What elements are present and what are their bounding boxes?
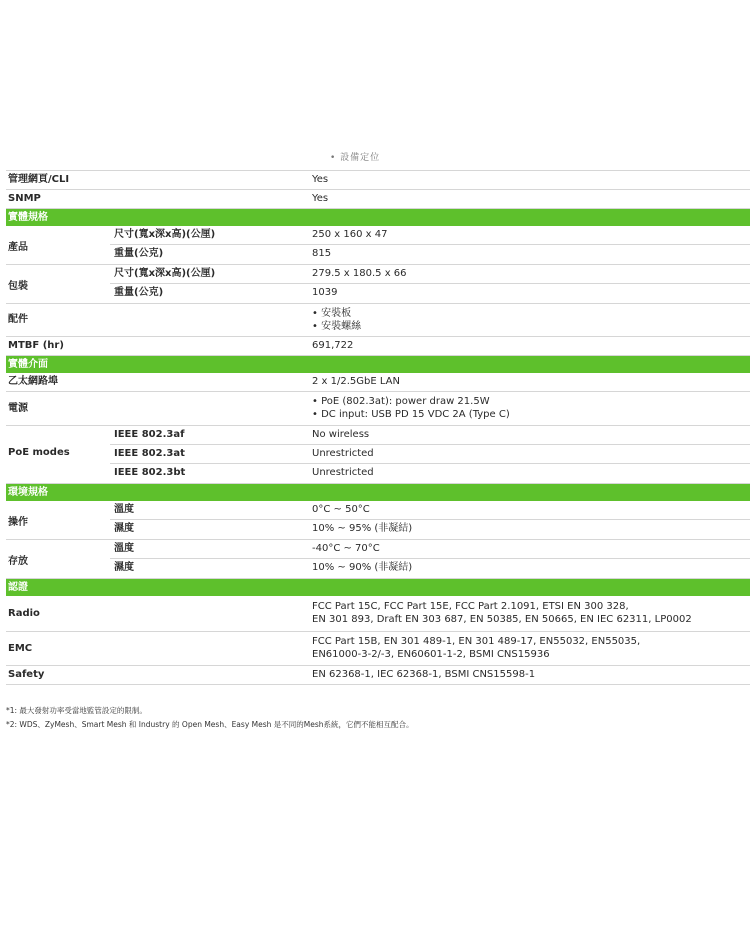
power-item: • PoE (802.3at): power draw 21.5W	[312, 396, 490, 407]
row-ethernet	[6, 373, 750, 392]
section-hardware: 實體規格	[6, 209, 750, 226]
operating-humidity-label: 濕度	[114, 523, 134, 534]
label-power: 電源	[8, 403, 28, 414]
label-storage: 存放	[8, 556, 28, 567]
product-weight-value: 815	[312, 248, 332, 259]
operating-humidity-row	[110, 520, 750, 538]
radio-line: FCC Part 15C, FCC Part 15E, FCC Part 2.1091, ETSI EN 300 328,	[312, 601, 629, 612]
product-weight-label: 重量(公克)	[114, 248, 164, 259]
poe-mode-std: IEEE 802.3bt	[114, 467, 186, 478]
poe-mode-std: IEEE 802.3af	[114, 429, 185, 440]
emc-line: FCC Part 15B, EN 301 489-1, EN 301 489-17, EN55032, EN55035,	[312, 636, 641, 647]
poe-mode-row	[110, 464, 750, 482]
row-emc	[6, 632, 750, 666]
poe-mode-std: IEEE 802.3at	[114, 448, 185, 459]
package-dim-label: 尺寸(寬x深x高)(公厘)	[114, 268, 216, 279]
row-mgmt	[6, 170, 750, 190]
label-product: 產品	[8, 242, 28, 253]
emc-line: EN61000-3-2/-3, EN60601-1-2, BSMI CNS15936	[312, 649, 550, 660]
label-radio: Radio	[8, 608, 40, 619]
group-product	[6, 226, 750, 265]
storage-humidity-label: 濕度	[114, 562, 134, 573]
label-mtbf: MTBF (hr)	[8, 340, 64, 351]
value-power	[312, 395, 510, 421]
group-poe	[6, 426, 750, 484]
storage-temp-row	[110, 540, 750, 559]
product-dim-value: 250 x 160 x 47	[312, 229, 388, 240]
poe-mode-value: Unrestricted	[312, 448, 374, 459]
section-cert: 認證	[6, 579, 750, 596]
storage-humidity-value: 10% ~ 90% (非凝結)	[312, 562, 413, 573]
group-operating	[6, 501, 750, 540]
section-interface: 實體介面	[6, 356, 750, 373]
poe-mode-value: No wireless	[312, 429, 370, 440]
row-accessories	[6, 304, 750, 337]
label-package: 包裝	[8, 281, 28, 292]
storage-humidity-row	[110, 559, 750, 577]
package-weight-label: 重量(公克)	[114, 287, 164, 298]
operating-humidity-value: 10% ~ 95% (非凝結)	[312, 523, 413, 534]
value-safety: EN 62368-1, IEC 62368-1, BSMI CNS15598-1	[312, 669, 536, 680]
label-poe: PoE modes	[8, 447, 70, 458]
radio-line: EN 301 893, Draft EN 303 687, EN 50385, EN 50665, EN IEC 62311, LP0002	[312, 614, 692, 625]
row-safety	[6, 666, 750, 685]
storage-temp-label: 溫度	[114, 543, 134, 554]
product-dim-row	[110, 226, 750, 245]
value-mtbf: 691,722	[312, 340, 354, 351]
package-weight-value: 1039	[312, 287, 338, 298]
row-mtbf	[6, 337, 750, 356]
power-item: • DC input: USB PD 15 VDC 2A (Type C)	[312, 409, 510, 420]
row-radio	[6, 596, 750, 632]
label-mgmt: 管理網頁/CLI	[8, 174, 70, 185]
value-accessories	[312, 307, 361, 333]
label-accessories: 配件	[8, 314, 28, 325]
accessory-item: • 安裝板	[312, 308, 352, 319]
label-emc: EMC	[8, 643, 33, 654]
group-package	[6, 265, 750, 304]
value-snmp: Yes	[312, 193, 329, 204]
label-snmp: SNMP	[8, 193, 41, 204]
section-environment: 環境規格	[6, 484, 750, 501]
accessory-item: • 安裝螺絲	[312, 321, 362, 332]
top-cut-fragment: • 設備定位	[330, 153, 381, 163]
poe-mode-value: Unrestricted	[312, 467, 374, 478]
footnote-2: *2: WDS、ZyMesh、Smart Mesh 和 Industry 的 Open Mesh、Easy Mesh 是不同的Mesh系統，它們不能相互配合。	[6, 720, 414, 729]
label-ethernet: 乙太網路埠	[8, 376, 58, 387]
storage-temp-value: -40°C ~ 70°C	[312, 543, 380, 554]
footnote-1: *1: 最大發射功率受當地監管設定的限制。	[6, 706, 147, 715]
label-safety: Safety	[8, 669, 45, 680]
package-weight-row	[110, 284, 750, 302]
poe-mode-row	[110, 445, 750, 464]
package-dim-row	[110, 265, 750, 284]
spec-table	[6, 170, 750, 685]
product-dim-label: 尺寸(寬x深x高)(公厘)	[114, 229, 216, 240]
poe-mode-row	[110, 426, 750, 445]
label-operating: 操作	[8, 517, 28, 528]
value-emc	[312, 635, 640, 661]
value-mgmt: Yes	[312, 174, 329, 185]
group-storage	[6, 540, 750, 579]
value-ethernet: 2 x 1/2.5GbE LAN	[312, 376, 400, 387]
value-radio	[312, 600, 692, 626]
operating-temp-label: 溫度	[114, 504, 134, 515]
operating-temp-row	[110, 501, 750, 520]
package-dim-value: 279.5 x 180.5 x 66	[312, 268, 407, 279]
row-snmp	[6, 190, 750, 209]
row-power	[6, 392, 750, 426]
operating-temp-value: 0°C ~ 50°C	[312, 504, 370, 515]
product-weight-row	[110, 245, 750, 263]
